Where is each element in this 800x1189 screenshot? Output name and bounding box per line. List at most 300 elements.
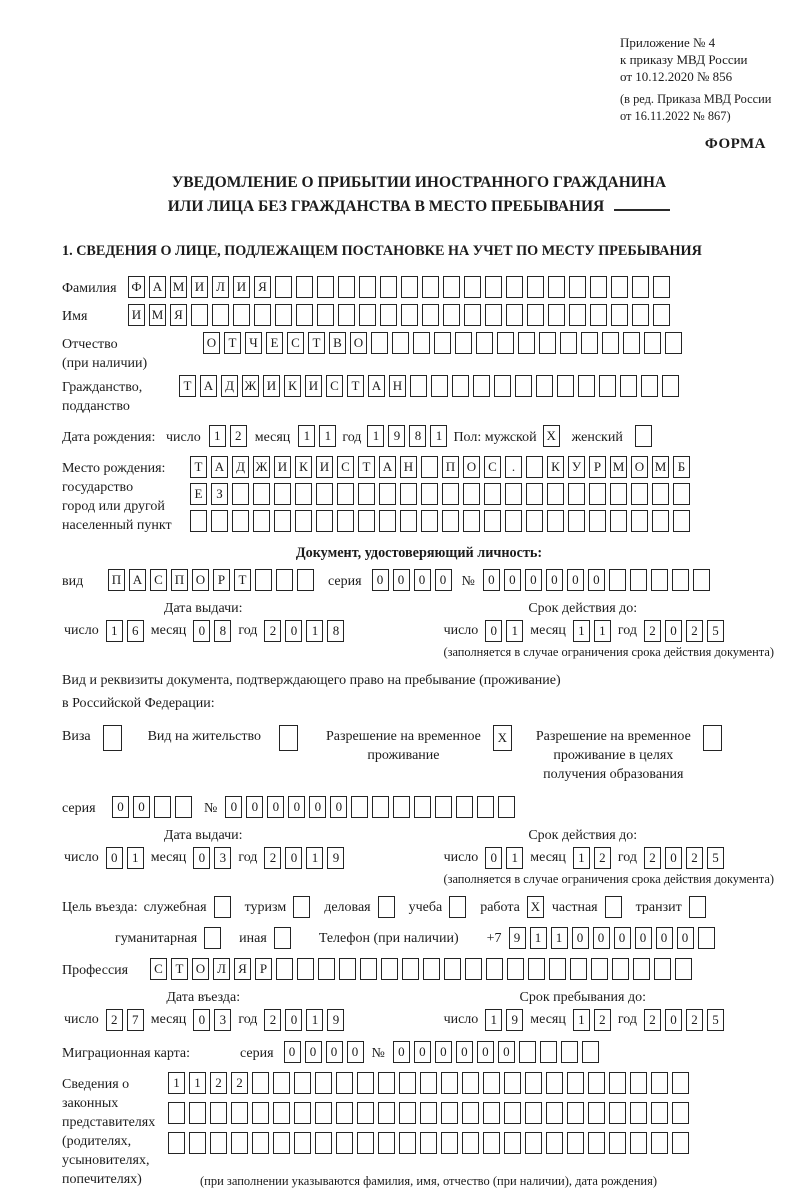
char-cell[interactable]: [422, 276, 439, 298]
char-cell[interactable]: [483, 1102, 500, 1124]
char-cell[interactable]: 0: [504, 569, 521, 591]
char-cell[interactable]: 5: [707, 1009, 724, 1031]
char-cell[interactable]: [255, 569, 272, 591]
char-cell[interactable]: 9: [327, 1009, 344, 1031]
char-cell[interactable]: [651, 569, 668, 591]
char-cell[interactable]: [610, 510, 627, 532]
char-cell[interactable]: [378, 896, 395, 918]
char-cell[interactable]: И: [305, 375, 322, 397]
char-cell[interactable]: [609, 569, 626, 591]
char-cell[interactable]: 0: [485, 620, 502, 642]
char-cell[interactable]: 2: [644, 1009, 661, 1031]
char-cell[interactable]: Т: [308, 332, 325, 354]
char-cell[interactable]: [338, 276, 355, 298]
char-cell[interactable]: [103, 725, 122, 751]
passport-issue-month-cells[interactable]: [193, 620, 231, 642]
char-cell[interactable]: [465, 958, 482, 980]
char-cell[interactable]: Т: [347, 375, 364, 397]
char-cell[interactable]: 0: [656, 927, 673, 949]
char-cell[interactable]: [421, 483, 438, 505]
char-cell[interactable]: 0: [593, 927, 610, 949]
birth-place-cells-3[interactable]: [190, 510, 690, 532]
char-cell[interactable]: 1: [506, 620, 523, 642]
citizenship-cells[interactable]: [179, 375, 679, 397]
char-cell[interactable]: 9: [506, 1009, 523, 1031]
char-cell[interactable]: [515, 375, 532, 397]
char-cell[interactable]: [506, 276, 523, 298]
passport-valid-month-cells[interactable]: [573, 620, 611, 642]
char-cell[interactable]: [644, 332, 661, 354]
char-cell[interactable]: 9: [388, 425, 405, 447]
char-cell[interactable]: [252, 1132, 269, 1154]
char-cell[interactable]: 0: [665, 847, 682, 869]
char-cell[interactable]: [665, 332, 682, 354]
char-cell[interactable]: 0: [677, 927, 694, 949]
char-cell[interactable]: Д: [221, 375, 238, 397]
char-cell[interactable]: И: [274, 456, 291, 478]
residence-valid-month-cells[interactable]: [573, 847, 611, 869]
char-cell[interactable]: 7: [127, 1009, 144, 1031]
char-cell[interactable]: 1: [367, 425, 384, 447]
visa-checkbox[interactable]: [103, 725, 122, 751]
residence-valid-day-cells[interactable]: [485, 847, 523, 869]
char-cell[interactable]: [443, 304, 460, 326]
char-cell[interactable]: [653, 276, 670, 298]
char-cell[interactable]: [635, 425, 652, 447]
char-cell[interactable]: Б: [673, 456, 690, 478]
char-cell[interactable]: [358, 483, 375, 505]
char-cell[interactable]: [568, 483, 585, 505]
char-cell[interactable]: [620, 375, 637, 397]
char-cell[interactable]: З: [211, 483, 228, 505]
char-cell[interactable]: 1: [530, 927, 547, 949]
char-cell[interactable]: Я: [254, 276, 271, 298]
char-cell[interactable]: 1: [189, 1072, 206, 1094]
char-cell[interactable]: [378, 1072, 395, 1094]
char-cell[interactable]: 1: [209, 425, 226, 447]
char-cell[interactable]: [527, 304, 544, 326]
char-cell[interactable]: 0: [393, 569, 410, 591]
char-cell[interactable]: 2: [644, 847, 661, 869]
char-cell[interactable]: [441, 1072, 458, 1094]
char-cell[interactable]: [400, 510, 417, 532]
char-cell[interactable]: 0: [546, 569, 563, 591]
char-cell[interactable]: [605, 896, 622, 918]
char-cell[interactable]: 0: [485, 847, 502, 869]
char-cell[interactable]: [357, 1072, 374, 1094]
char-cell[interactable]: О: [463, 456, 480, 478]
char-cell[interactable]: [673, 510, 690, 532]
char-cell[interactable]: [486, 958, 503, 980]
char-cell[interactable]: 0: [414, 1041, 431, 1063]
char-cell[interactable]: [435, 796, 452, 818]
char-cell[interactable]: [504, 1132, 521, 1154]
char-cell[interactable]: [506, 304, 523, 326]
char-cell[interactable]: [590, 304, 607, 326]
char-cell[interactable]: 0: [112, 796, 129, 818]
char-cell[interactable]: [414, 796, 431, 818]
char-cell[interactable]: Л: [213, 958, 230, 980]
purpose-study-checkbox[interactable]: [449, 896, 466, 918]
char-cell[interactable]: Р: [589, 456, 606, 478]
char-cell[interactable]: Н: [400, 456, 417, 478]
char-cell[interactable]: 0: [330, 796, 347, 818]
char-cell[interactable]: 0: [347, 1041, 364, 1063]
char-cell[interactable]: [548, 276, 565, 298]
char-cell[interactable]: [275, 304, 292, 326]
char-cell[interactable]: [463, 510, 480, 532]
char-cell[interactable]: 2: [210, 1072, 227, 1094]
char-cell[interactable]: [505, 510, 522, 532]
char-cell[interactable]: Т: [171, 958, 188, 980]
doc-number-cells[interactable]: [483, 569, 710, 591]
char-cell[interactable]: [609, 1072, 626, 1094]
char-cell[interactable]: [504, 1102, 521, 1124]
residence-series-cells[interactable]: [112, 796, 192, 818]
char-cell[interactable]: Е: [266, 332, 283, 354]
char-cell[interactable]: [590, 276, 607, 298]
char-cell[interactable]: [561, 1041, 578, 1063]
char-cell[interactable]: [536, 375, 553, 397]
char-cell[interactable]: [357, 1102, 374, 1124]
char-cell[interactable]: [359, 276, 376, 298]
char-cell[interactable]: [393, 796, 410, 818]
char-cell[interactable]: 1: [306, 620, 323, 642]
char-cell[interactable]: [630, 1132, 647, 1154]
char-cell[interactable]: [609, 1102, 626, 1124]
char-cell[interactable]: 0: [435, 1041, 452, 1063]
char-cell[interactable]: И: [191, 276, 208, 298]
rvp-checkbox[interactable]: [493, 725, 512, 751]
char-cell[interactable]: Р: [255, 958, 272, 980]
char-cell[interactable]: Р: [213, 569, 230, 591]
char-cell[interactable]: [380, 304, 397, 326]
char-cell[interactable]: [599, 375, 616, 397]
char-cell[interactable]: С: [150, 958, 167, 980]
char-cell[interactable]: [612, 958, 629, 980]
char-cell[interactable]: X: [493, 725, 512, 751]
char-cell[interactable]: 0: [498, 1041, 515, 1063]
char-cell[interactable]: [444, 958, 461, 980]
char-cell[interactable]: [631, 483, 648, 505]
char-cell[interactable]: [477, 796, 494, 818]
char-cell[interactable]: [253, 483, 270, 505]
char-cell[interactable]: [402, 958, 419, 980]
char-cell[interactable]: [252, 1072, 269, 1094]
char-cell[interactable]: [378, 1132, 395, 1154]
char-cell[interactable]: [504, 1072, 521, 1094]
char-cell[interactable]: X: [527, 896, 544, 918]
char-cell[interactable]: [336, 1132, 353, 1154]
char-cell[interactable]: [337, 483, 354, 505]
stay-until-year-cells[interactable]: [644, 1009, 724, 1031]
char-cell[interactable]: Е: [190, 483, 207, 505]
char-cell[interactable]: [630, 1102, 647, 1124]
char-cell[interactable]: [410, 375, 427, 397]
char-cell[interactable]: 0: [567, 569, 584, 591]
char-cell[interactable]: 0: [614, 927, 631, 949]
char-cell[interactable]: [189, 1132, 206, 1154]
char-cell[interactable]: 2: [686, 1009, 703, 1031]
char-cell[interactable]: [273, 1102, 290, 1124]
char-cell[interactable]: [273, 1132, 290, 1154]
char-cell[interactable]: В: [329, 332, 346, 354]
char-cell[interactable]: С: [150, 569, 167, 591]
char-cell[interactable]: М: [170, 276, 187, 298]
char-cell[interactable]: 0: [525, 569, 542, 591]
char-cell[interactable]: 3: [214, 847, 231, 869]
birth-place-cells-1[interactable]: [190, 456, 690, 478]
char-cell[interactable]: [317, 304, 334, 326]
char-cell[interactable]: [273, 1072, 290, 1094]
char-cell[interactable]: [190, 510, 207, 532]
char-cell[interactable]: [631, 510, 648, 532]
char-cell[interactable]: 1: [485, 1009, 502, 1031]
char-cell[interactable]: 6: [127, 620, 144, 642]
char-cell[interactable]: 1: [573, 1009, 590, 1031]
char-cell[interactable]: [413, 332, 430, 354]
char-cell[interactable]: 1: [506, 847, 523, 869]
surname-cells[interactable]: [128, 276, 670, 298]
char-cell[interactable]: 2: [264, 1009, 281, 1031]
char-cell[interactable]: 8: [214, 620, 231, 642]
char-cell[interactable]: [154, 796, 171, 818]
char-cell[interactable]: [651, 1102, 668, 1124]
char-cell[interactable]: [568, 510, 585, 532]
char-cell[interactable]: [338, 304, 355, 326]
char-cell[interactable]: [316, 510, 333, 532]
representatives-cells-1[interactable]: [168, 1072, 689, 1094]
char-cell[interactable]: [693, 569, 710, 591]
char-cell[interactable]: 0: [372, 569, 389, 591]
char-cell[interactable]: [399, 1072, 416, 1094]
purpose-tourism-checkbox[interactable]: [293, 896, 310, 918]
char-cell[interactable]: [497, 332, 514, 354]
char-cell[interactable]: 0: [572, 927, 589, 949]
passport-valid-year-cells[interactable]: [644, 620, 724, 642]
char-cell[interactable]: [449, 896, 466, 918]
char-cell[interactable]: [485, 304, 502, 326]
char-cell[interactable]: [569, 304, 586, 326]
purpose-official-checkbox[interactable]: [214, 896, 231, 918]
passport-issue-year-cells[interactable]: [264, 620, 344, 642]
char-cell[interactable]: [455, 332, 472, 354]
char-cell[interactable]: [641, 375, 658, 397]
char-cell[interactable]: [527, 276, 544, 298]
char-cell[interactable]: [252, 1102, 269, 1124]
char-cell[interactable]: [462, 1072, 479, 1094]
char-cell[interactable]: 1: [573, 847, 590, 869]
char-cell[interactable]: [316, 483, 333, 505]
char-cell[interactable]: [399, 1102, 416, 1124]
char-cell[interactable]: Ж: [242, 375, 259, 397]
char-cell[interactable]: [357, 1132, 374, 1154]
purpose-humanitarian-checkbox[interactable]: [204, 927, 221, 949]
char-cell[interactable]: [360, 958, 377, 980]
char-cell[interactable]: [546, 1072, 563, 1094]
char-cell[interactable]: [569, 276, 586, 298]
char-cell[interactable]: С: [337, 456, 354, 478]
char-cell[interactable]: [379, 510, 396, 532]
char-cell[interactable]: 0: [305, 1041, 322, 1063]
char-cell[interactable]: Ж: [253, 456, 270, 478]
residence-issue-month-cells[interactable]: [193, 847, 231, 869]
char-cell[interactable]: М: [149, 304, 166, 326]
char-cell[interactable]: [589, 510, 606, 532]
residence-issue-day-cells[interactable]: [106, 847, 144, 869]
char-cell[interactable]: 9: [509, 927, 526, 949]
char-cell[interactable]: [351, 796, 368, 818]
char-cell[interactable]: [420, 1102, 437, 1124]
char-cell[interactable]: [359, 304, 376, 326]
char-cell[interactable]: [295, 483, 312, 505]
char-cell[interactable]: [462, 1132, 479, 1154]
purpose-transit-checkbox[interactable]: [689, 896, 706, 918]
char-cell[interactable]: 0: [225, 796, 242, 818]
char-cell[interactable]: [294, 1102, 311, 1124]
char-cell[interactable]: [498, 796, 515, 818]
char-cell[interactable]: [279, 725, 298, 751]
char-cell[interactable]: 5: [707, 620, 724, 642]
char-cell[interactable]: [372, 796, 389, 818]
char-cell[interactable]: [588, 1132, 605, 1154]
char-cell[interactable]: [336, 1102, 353, 1124]
char-cell[interactable]: [420, 1072, 437, 1094]
char-cell[interactable]: [654, 958, 671, 980]
char-cell[interactable]: 0: [414, 569, 431, 591]
char-cell[interactable]: [494, 375, 511, 397]
char-cell[interactable]: 0: [288, 796, 305, 818]
char-cell[interactable]: П: [442, 456, 459, 478]
char-cell[interactable]: 5: [707, 847, 724, 869]
char-cell[interactable]: [274, 483, 291, 505]
char-cell[interactable]: [441, 1102, 458, 1124]
sex-male-checkbox[interactable]: [543, 425, 560, 447]
purpose-private-checkbox[interactable]: [605, 896, 622, 918]
char-cell[interactable]: [591, 958, 608, 980]
char-cell[interactable]: О: [203, 332, 220, 354]
char-cell[interactable]: [189, 1102, 206, 1124]
char-cell[interactable]: 1: [168, 1072, 185, 1094]
char-cell[interactable]: [653, 304, 670, 326]
char-cell[interactable]: 8: [327, 620, 344, 642]
char-cell[interactable]: [276, 958, 293, 980]
char-cell[interactable]: А: [368, 375, 385, 397]
char-cell[interactable]: [422, 304, 439, 326]
entry-month-cells[interactable]: [193, 1009, 231, 1031]
residence-number-cells[interactable]: [225, 796, 515, 818]
char-cell[interactable]: 8: [409, 425, 426, 447]
char-cell[interactable]: [518, 332, 535, 354]
char-cell[interactable]: [588, 1102, 605, 1124]
char-cell[interactable]: [689, 896, 706, 918]
char-cell[interactable]: [582, 1041, 599, 1063]
char-cell[interactable]: [652, 510, 669, 532]
char-cell[interactable]: К: [547, 456, 564, 478]
char-cell[interactable]: К: [284, 375, 301, 397]
char-cell[interactable]: М: [652, 456, 669, 478]
char-cell[interactable]: И: [128, 304, 145, 326]
char-cell[interactable]: [632, 276, 649, 298]
patronymic-cells[interactable]: [203, 332, 682, 354]
char-cell[interactable]: [211, 510, 228, 532]
char-cell[interactable]: [297, 569, 314, 591]
char-cell[interactable]: 1: [127, 847, 144, 869]
char-cell[interactable]: [297, 958, 314, 980]
char-cell[interactable]: [623, 332, 640, 354]
char-cell[interactable]: 0: [133, 796, 150, 818]
char-cell[interactable]: [442, 510, 459, 532]
given-name-cells[interactable]: [128, 304, 670, 326]
char-cell[interactable]: 1: [306, 1009, 323, 1031]
char-cell[interactable]: [212, 304, 229, 326]
char-cell[interactable]: Я: [234, 958, 251, 980]
char-cell[interactable]: 2: [264, 847, 281, 869]
char-cell[interactable]: [336, 1072, 353, 1094]
char-cell[interactable]: [175, 796, 192, 818]
char-cell[interactable]: 2: [686, 620, 703, 642]
char-cell[interactable]: 1: [319, 425, 336, 447]
char-cell[interactable]: 1: [551, 927, 568, 949]
char-cell[interactable]: [378, 1102, 395, 1124]
char-cell[interactable]: 0: [477, 1041, 494, 1063]
residence-permit-checkbox[interactable]: [279, 725, 298, 751]
char-cell[interactable]: .: [505, 456, 522, 478]
char-cell[interactable]: [570, 958, 587, 980]
char-cell[interactable]: [609, 1132, 626, 1154]
char-cell[interactable]: [673, 483, 690, 505]
stay-until-month-cells[interactable]: [573, 1009, 611, 1031]
char-cell[interactable]: [381, 958, 398, 980]
char-cell[interactable]: [675, 958, 692, 980]
char-cell[interactable]: [421, 510, 438, 532]
char-cell[interactable]: Н: [389, 375, 406, 397]
representatives-cells-2[interactable]: [168, 1102, 689, 1124]
char-cell[interactable]: [630, 1072, 647, 1094]
char-cell[interactable]: [611, 304, 628, 326]
char-cell[interactable]: [464, 304, 481, 326]
char-cell[interactable]: [651, 1072, 668, 1094]
representatives-cells-3[interactable]: [168, 1132, 689, 1154]
char-cell[interactable]: [274, 510, 291, 532]
char-cell[interactable]: [296, 276, 313, 298]
char-cell[interactable]: [588, 1072, 605, 1094]
char-cell[interactable]: [630, 569, 647, 591]
char-cell[interactable]: 0: [285, 1009, 302, 1031]
char-cell[interactable]: П: [171, 569, 188, 591]
char-cell[interactable]: [380, 276, 397, 298]
char-cell[interactable]: [315, 1132, 332, 1154]
char-cell[interactable]: [315, 1072, 332, 1094]
char-cell[interactable]: [611, 276, 628, 298]
char-cell[interactable]: 1: [430, 425, 447, 447]
char-cell[interactable]: [672, 1132, 689, 1154]
char-cell[interactable]: А: [211, 456, 228, 478]
purpose-other-checkbox[interactable]: [274, 927, 291, 949]
char-cell[interactable]: 1: [306, 847, 323, 869]
phone-cells[interactable]: [509, 927, 715, 949]
char-cell[interactable]: [651, 1132, 668, 1154]
char-cell[interactable]: 1: [298, 425, 315, 447]
char-cell[interactable]: [672, 569, 689, 591]
char-cell[interactable]: 0: [193, 847, 210, 869]
char-cell[interactable]: Л: [212, 276, 229, 298]
char-cell[interactable]: Т: [224, 332, 241, 354]
char-cell[interactable]: [371, 332, 388, 354]
char-cell[interactable]: [401, 276, 418, 298]
birth-month-cells[interactable]: [298, 425, 336, 447]
char-cell[interactable]: 0: [435, 569, 452, 591]
